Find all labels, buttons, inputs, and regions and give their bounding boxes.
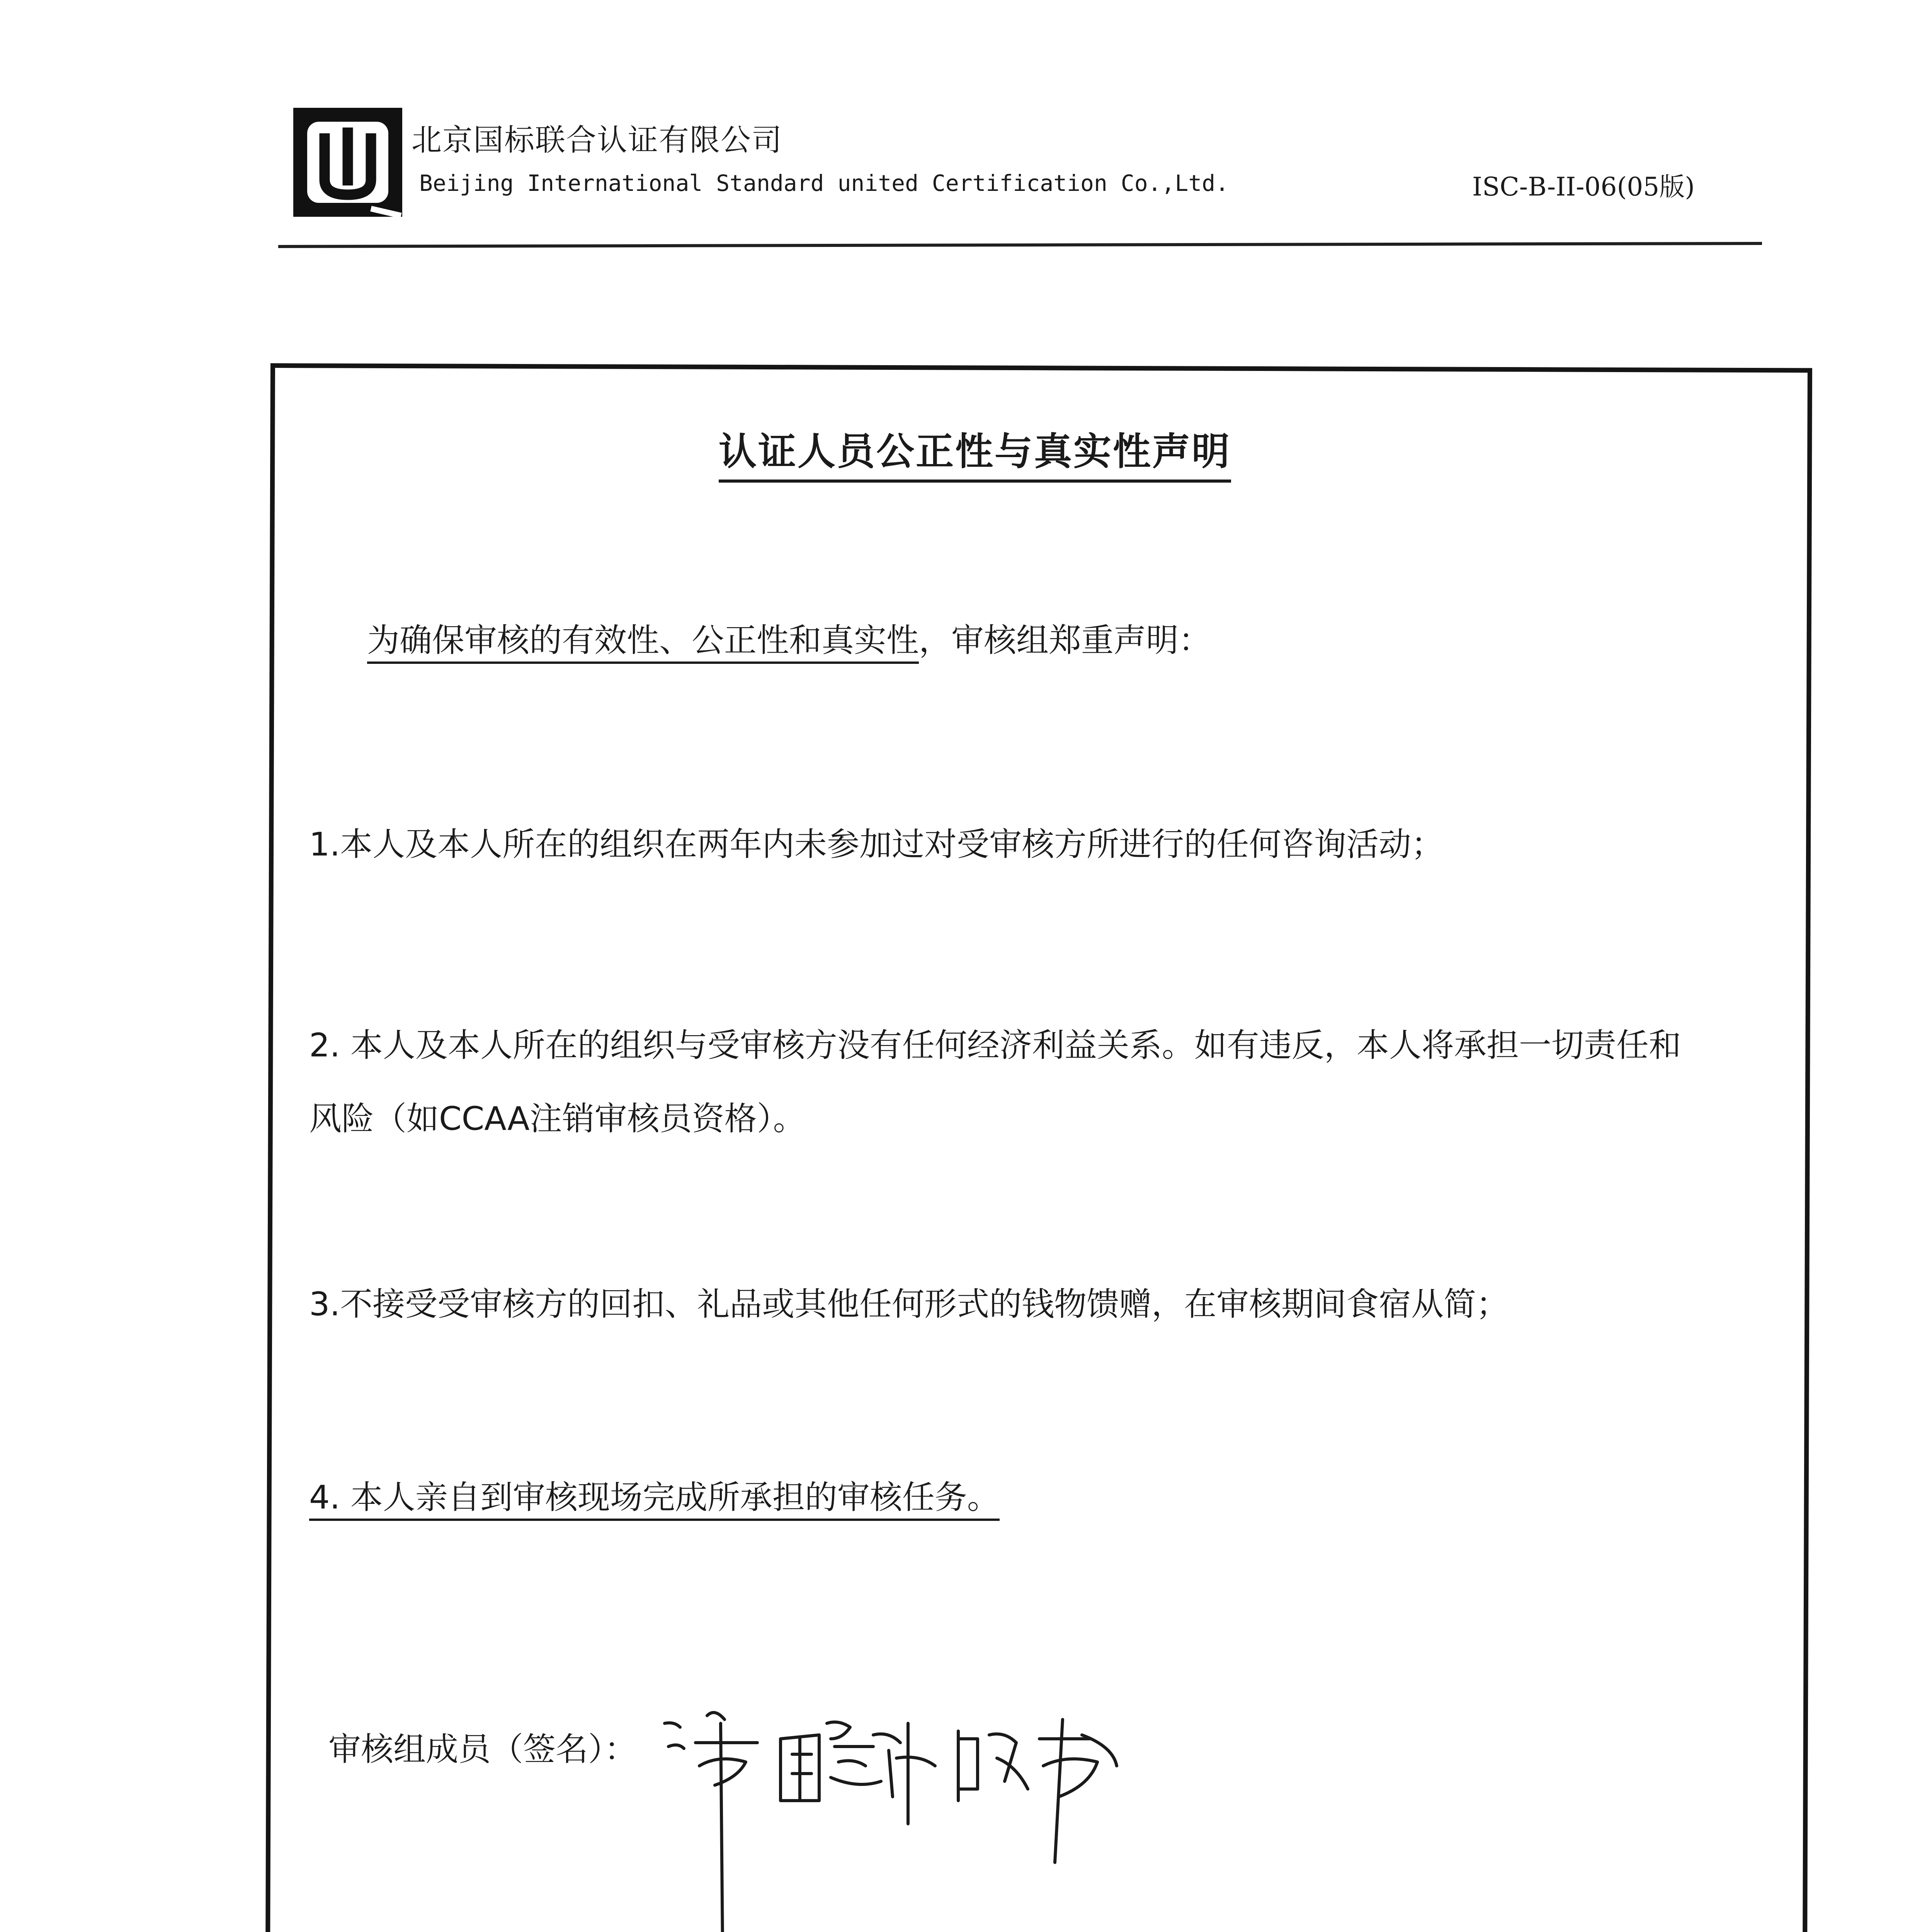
company-name-cn: 北京国标联合认证有限公司 [412,123,783,158]
company-logo-icon [290,104,406,220]
declaration-item-2 [309,1009,1681,1155]
document-code: ISC-B-II-06(05版) [1472,172,1695,202]
handwritten-signature [657,1700,1128,1932]
declaration-item-2-line-1: 2. 本人及本人所在的组织与受审核方没有任何经济利益关系。如有违反，本人将承担一切责任和 [309,1026,1681,1064]
declaration-item-4-text: 4. 本人亲自到审核现场完成所承担的审核任务。 [309,1478,1000,1521]
declaration-item-3: 3.不接受受审核方的回扣、礼品或其他任何形式的钱物馈赠，在审核期间食宿从简； [309,1285,1509,1323]
header-divider [278,242,1762,248]
declaration-item-2-line-2: 风险（如CCAA注销审核员资格）。 [309,1100,806,1138]
company-name-en: Beijing International Standard united Certification Co.,Ltd. [419,170,1229,196]
intro-underlined-text: 为确保审核的有效性、公正性和真实性 [367,621,919,664]
declaration-item-1: 1.本人及本人所在的组织在两年内未参加过对受审核方所进行的任何咨询活动； [309,825,1444,863]
intro-rest-text: ，审核组郑重声明： [919,621,1211,659]
signature-label: 审核组成员（签名）： [328,1730,637,1768]
declaration-item-4 [309,1461,1000,1534]
page-title: 认证人员公正性与真实性声明 [719,421,1231,483]
intro-paragraph [367,614,1211,661]
